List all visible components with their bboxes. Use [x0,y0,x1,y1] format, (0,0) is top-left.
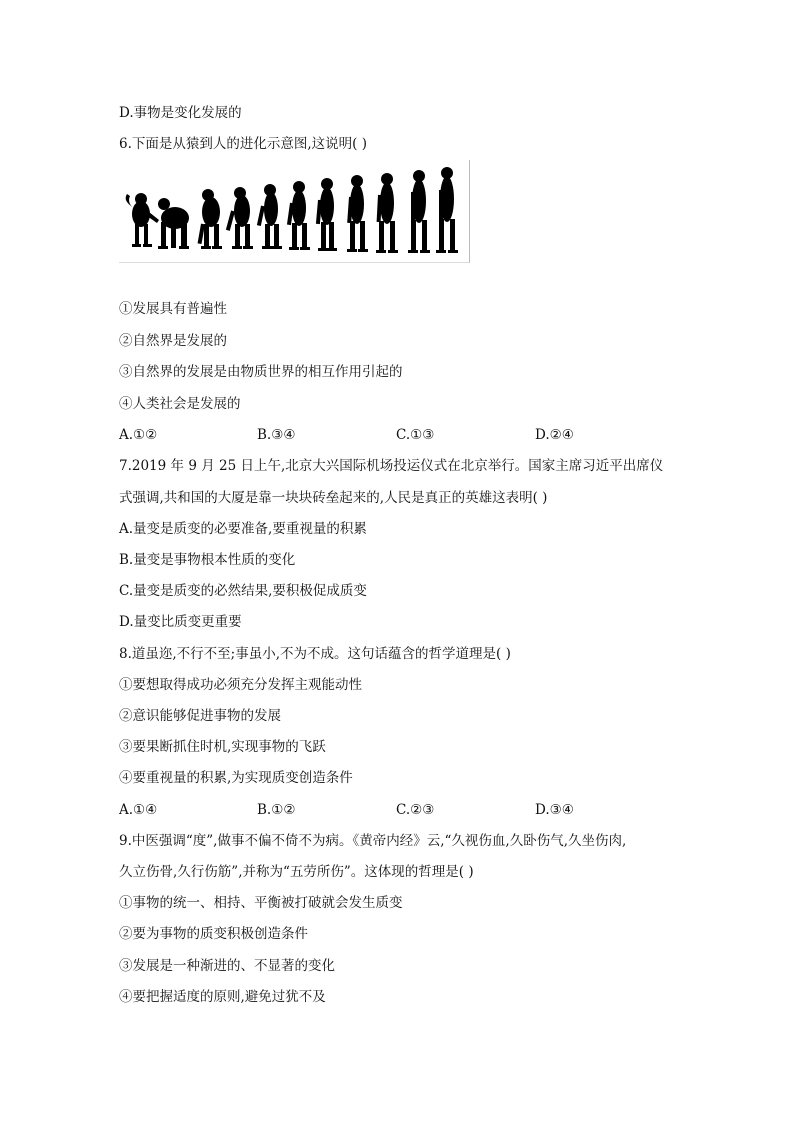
q9-statement-3: ③发展是一种渐进的、不显著的变化 [119,958,335,974]
q7-option-d[interactable]: D.量变比质变更重要 [119,614,242,630]
q7-option-a[interactable]: A.量变是质变的必要准备,要重视量的积累 [119,521,367,537]
q6-statement-4: ④人类社会是发展的 [119,396,241,412]
q8-option-d[interactable]: D.③④ [535,802,574,818]
q9-statement-2: ②要为事物的质变积极创造条件 [119,926,308,942]
q8-stem: 8.道虽迩,不行不至;事虽小,不为不成。这句话蕴含的哲学道理是( ) [119,646,511,662]
q5-option-d: D.事物是变化发展的 [119,105,242,121]
q7-stem-line2: 式强调,共和国的大厦是靠一块块砖垒起来的,人民是真正的英雄这表明( ) [119,490,548,506]
q6-option-c[interactable]: C.①③ [396,427,435,443]
q8-statement-4: ④要重视量的积累,为实现质变创造条件 [119,770,353,786]
q6-option-d[interactable]: D.②④ [535,427,574,443]
q8-statement-2: ②意识能够促进事物的发展 [119,708,281,724]
q6-statement-2: ②自然界是发展的 [119,333,227,349]
q6-option-a[interactable]: A.①② [119,427,158,443]
q6-stem: 6.下面是从猿到人的进化示意图,这说明( ) [119,136,367,152]
human-evolution-icon [119,160,470,263]
q7-option-c[interactable]: C.量变是质变的必然结果,要积极促成质变 [119,583,367,599]
q6-option-b[interactable]: B.③④ [257,427,296,443]
q6-statement-3: ③自然界的发展是由物质世界的相互作用引起的 [119,364,403,380]
q7-stem-line1: 7.2019 年 9 月 25 日上午,北京大兴国际机场投运仪式在北京举行。国家主席习近平出席仪 [119,458,664,474]
q8-statement-3: ③要果断抓住时机,实现事物的飞跃 [119,739,326,755]
q9-statement-4: ④要把握适度的原则,避免过犹不及 [119,989,326,1005]
q9-stem-line2: 久立伤骨,久行伤筋”,并称为“五劳所伤”。这体现的哲理是( ) [119,864,474,880]
q6-statement-1: ①发展具有普遍性 [119,301,227,317]
q8-option-c[interactable]: C.②③ [396,802,435,818]
q8-option-b[interactable]: B.①② [257,802,296,818]
q9-statement-1: ①事物的统一、相持、平衡被打破就会发生质变 [119,895,403,911]
evolution-silhouettes [119,160,469,262]
q7-option-b[interactable]: B.量变是事物根本性质的变化 [119,552,296,568]
q8-option-a[interactable]: A.①④ [119,802,158,818]
q8-statement-1: ①要想取得成功必须充分发挥主观能动性 [119,677,362,693]
q9-stem-line1: 9.中医强调“度”,做事不偏不倚不为病。《黄帝内经》云,“久视伤血,久卧伤气,久坐伤肉, [119,833,627,849]
